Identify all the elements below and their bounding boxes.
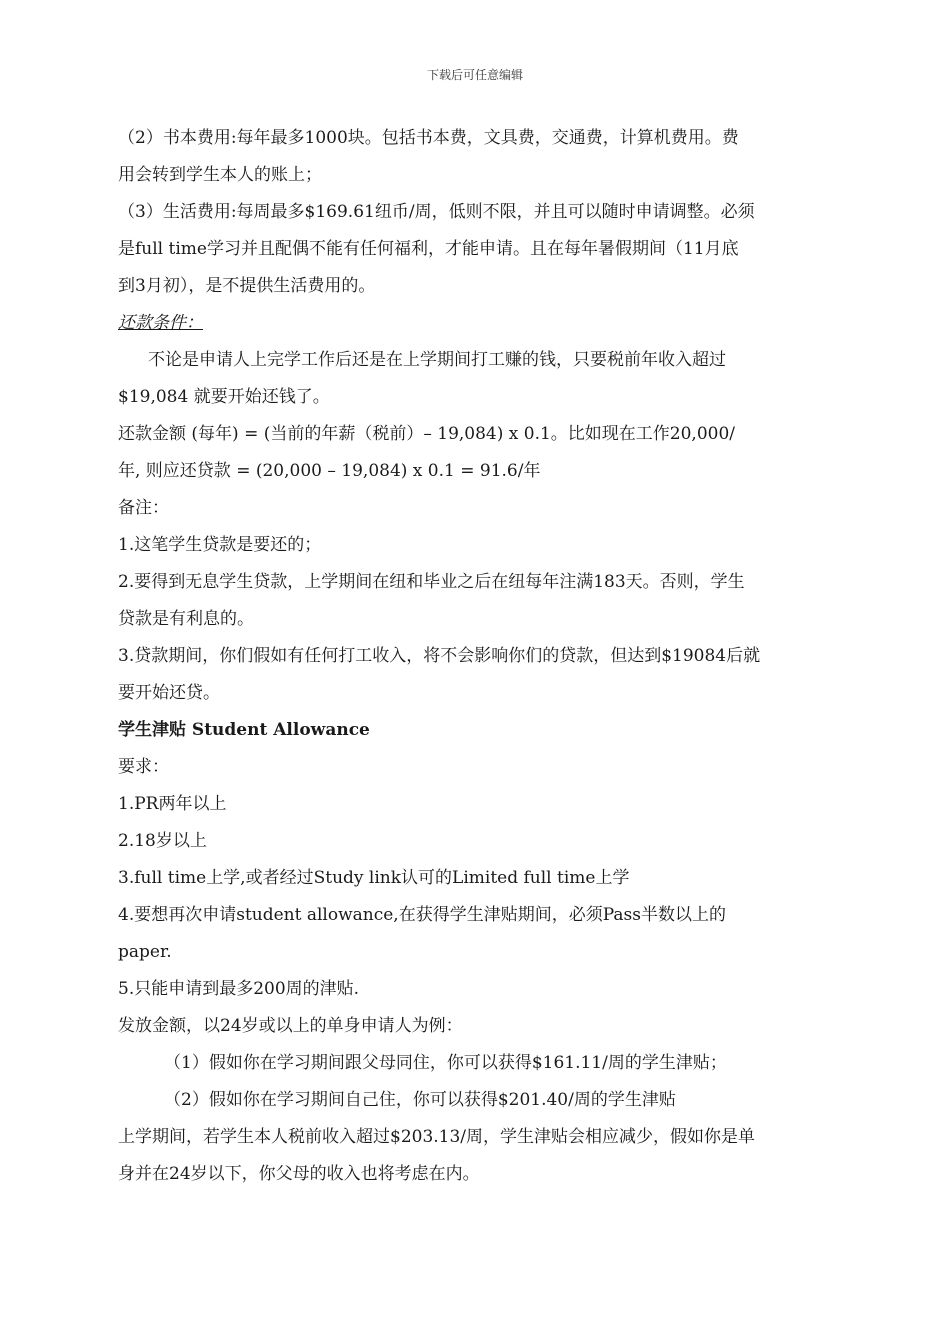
text-line: （3）生活费用:每周最多$169.61纽币/周，低则不限，并且可以随时申请调整。必须	[118, 202, 755, 222]
requirements-heading: 要求：	[118, 757, 169, 777]
text-line: 是full time学习并且配偶不能有任何福利，才能申请。且在每年暑假期间（11月底	[118, 239, 739, 259]
list-item: （1）假如你在学习期间跟父母同住，你可以获得$161.11/周的学生津贴；	[164, 1053, 727, 1073]
notes-heading: 备注：	[118, 498, 169, 518]
text-line: （2）书本费用:每年最多1000块。包括书本费，文具费，交通费，计算机费用。费	[118, 128, 739, 148]
text-line: 要开始还贷。	[118, 683, 220, 703]
text-line: 还款金额 (每年) = (当前的年薪（税前）– 19,084) x 0.1。比如现在工作20,000/	[118, 424, 736, 444]
list-item: 3.贷款期间，你们假如有任何打工收入，将不会影响你们的贷款，但达到$19084后就	[118, 646, 761, 666]
section-heading-repayment: 还款条件：	[118, 313, 203, 333]
text-line: 不论是申请人上完学工作后还是在上学期间打工赚的钱，只要税前年收入超过	[148, 350, 726, 370]
text-line: $19,084 就要开始还钱了。	[118, 387, 330, 407]
text-line: 身并在24岁以下，你父母的收入也将考虑在内。	[118, 1164, 480, 1184]
text-line: 发放金额，以24岁或以上的单身申请人为例：	[118, 1016, 463, 1036]
page-header-note: 下载后可任意编辑	[426, 68, 523, 82]
list-item: 1.PR两年以上	[118, 794, 227, 814]
document-body	[118, 120, 834, 1193]
text-line: 用会转到学生本人的账上；	[118, 165, 322, 185]
list-item: （2）假如你在学习期间自己住，你可以获得$201.40/周的学生津贴	[164, 1090, 676, 1110]
list-item: 5.只能申请到最多200周的津贴.	[118, 979, 360, 999]
text-line: 上学期间，若学生本人税前收入超过$203.13/周，学生津贴会相应减少，假如你是单	[118, 1127, 756, 1147]
list-item: 3.full time上学,或者经过Study link认可的Limited full time上学	[118, 868, 630, 888]
list-item: 4.要想再次申请student allowance,在获得学生津贴期间，必须Pass半数以上的	[118, 905, 726, 925]
text-line: 贷款是有利息的。	[118, 609, 254, 629]
text-line: 到3月初），是不提供生活费用的。	[118, 276, 376, 296]
list-item: 1.这笔学生贷款是要还的；	[118, 535, 322, 555]
list-item: 2.要得到无息学生贷款，上学期间在纽和毕业之后在纽每年注满183天。否则，学生	[118, 572, 745, 592]
section-heading-student-allowance: 学生津贴 Student Allowance	[118, 720, 370, 740]
list-item: 2.18岁以上	[118, 831, 207, 851]
text-line: paper.	[118, 942, 172, 962]
text-line: 年, 则应还贷款 = (20,000 – 19,084) x 0.1 = 91.6/年	[118, 461, 541, 481]
